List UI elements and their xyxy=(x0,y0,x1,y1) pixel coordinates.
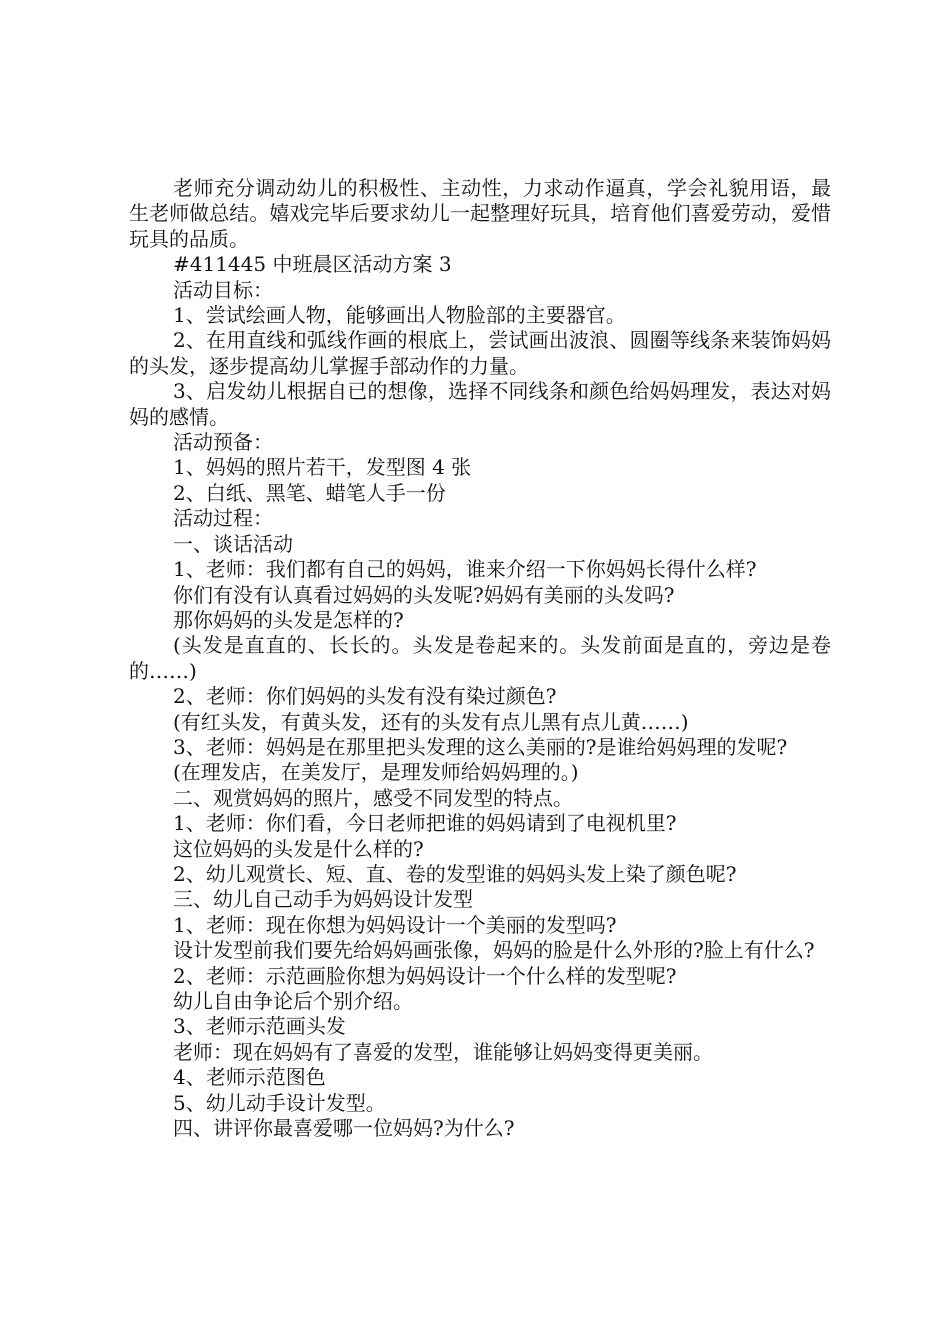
paragraph: 1、尝试绘画人物，能够画出人物脸部的主要器官。 xyxy=(173,303,626,328)
paragraph: 4、老师示范图色 xyxy=(173,1065,326,1090)
paragraph: 2、幼儿观赏长、短、直、卷的发型谁的妈妈头发上染了颜色呢? xyxy=(173,861,737,886)
paragraph: 2、老师：示范画脸你想为妈妈设计一个什么样的发型呢? xyxy=(173,963,677,988)
paragraph: 2、白纸、黑笔、蜡笔人手一份 xyxy=(173,480,446,505)
paragraph: 这位妈妈的头发是什么样的? xyxy=(173,836,424,861)
heading-process: 活动过程： xyxy=(173,506,273,531)
paragraph: 那你妈妈的头发是怎样的? xyxy=(173,607,404,632)
paragraph: 幼儿自由争论后个别介绍。 xyxy=(173,989,413,1013)
paragraph: 老师充分调动幼儿的积极性、主动性，力求动作逼真，学会礼貌用语，最生老师做总结。嬉戏完毕后要求幼儿一起整理好玩具，培育他们喜爱劳动，爱惜玩具的品质。 xyxy=(129,176,831,251)
paragraph: 你们有没有认真看过妈妈的头发呢?妈妈有美丽的头发吗? xyxy=(173,582,675,607)
subheading: 二、观赏妈妈的照片，感受不同发型的特点。 xyxy=(173,785,573,810)
paragraph: 老师：现在妈妈有了喜爱的发型，谁能够让妈妈变得更美丽。 xyxy=(173,1039,713,1064)
paragraph: (有红头发，有黄头发，还有的头发有点儿黑有点儿黄……) xyxy=(173,709,689,734)
subheading: 三、幼儿自己动手为妈妈设计发型 xyxy=(173,887,473,912)
paragraph: 2、在用直线和弧线作画的根底上，尝试画出波浪、圆圈等线条来装饰妈妈的头发，逐步提高幼儿掌握手部动作的力量。 xyxy=(129,328,831,378)
paragraph: 2、老师：你们妈妈的头发有没有染过颜色? xyxy=(173,684,557,709)
paragraph: 3、启发幼儿根据自已的想像，选择不同线条和颜色给妈妈理发，表达对妈妈的感情。 xyxy=(129,379,831,429)
paragraph: 1、老师：你们看，今日老师把谁的妈妈请到了电视机里? xyxy=(173,811,677,836)
paragraph: 3、老师示范画头发 xyxy=(173,1014,346,1039)
paragraph: 5、幼儿动手设计发型。 xyxy=(173,1090,386,1115)
subheading: 一、谈话活动 xyxy=(173,531,293,556)
paragraph: (头发是直直的、长长的。头发是卷起来的。头发前面是直的，旁边是卷的……) xyxy=(129,633,831,683)
paragraph: 1、老师：现在你想为妈妈设计一个美丽的发型吗? xyxy=(173,912,617,937)
subheading: 四、讲评你最喜爱哪一位妈妈?为什么? xyxy=(173,1116,515,1141)
document-body xyxy=(129,176,831,1141)
heading-preparation: 活动预备： xyxy=(173,430,273,455)
paragraph: (在理发店，在美发厅，是理发师给妈妈理的。) xyxy=(173,760,579,785)
section-title: #411445 中班晨区活动方案 3 xyxy=(173,252,452,277)
paragraph: 设计发型前我们要先给妈妈画张像，妈妈的脸是什么外形的?脸上有什么? xyxy=(173,938,815,963)
paragraph: 1、老师：我们都有自己的妈妈，谁来介绍一下你妈妈长得什么样? xyxy=(173,557,757,582)
paragraph: 3、老师：妈妈是在那里把头发理的这么美丽的?是谁给妈妈理的发呢? xyxy=(173,734,788,759)
paragraph: 1、妈妈的照片若干，发型图 4 张 xyxy=(173,455,472,480)
heading-goals: 活动目标： xyxy=(173,277,273,302)
